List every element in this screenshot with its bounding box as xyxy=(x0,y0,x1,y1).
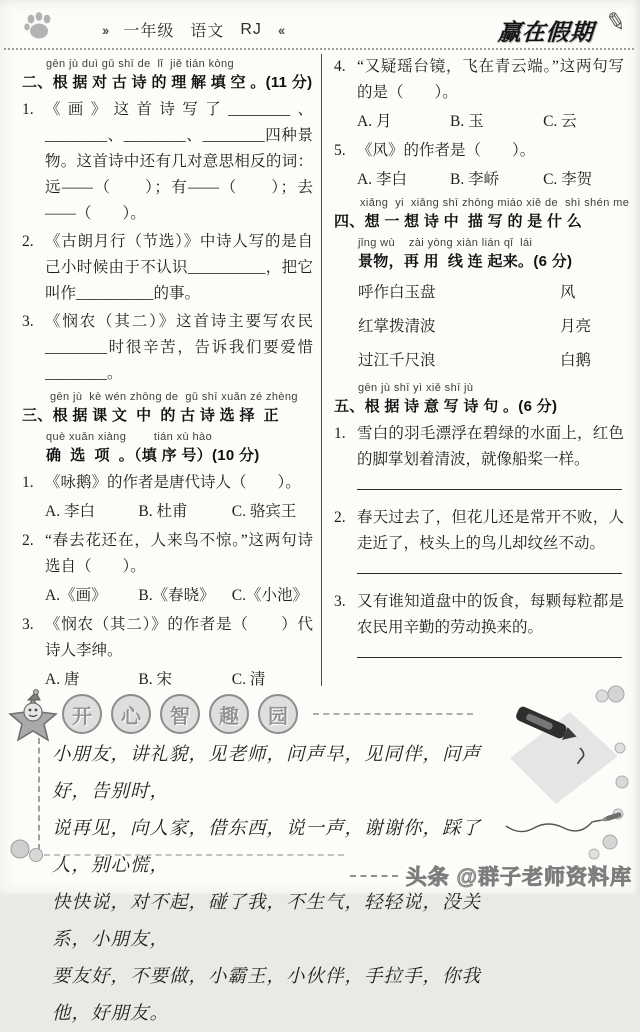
pinyin-line: gēn jù kè wén zhōng de gǔ shī xuǎn zé zhèng xyxy=(50,391,298,403)
pencil-mascot-icon: ✎ xyxy=(603,6,629,38)
option-b: B. 杜甫 xyxy=(138,503,188,520)
page-title xyxy=(102,18,283,41)
option-a: A. 李白 xyxy=(357,171,407,188)
question-item xyxy=(334,138,624,164)
question-item xyxy=(22,612,313,664)
watermark xyxy=(350,861,632,891)
section4-title-line2: 景物，再 用 线 连 起来。(6 分) xyxy=(358,253,573,270)
question-number: 1. xyxy=(22,474,34,491)
paw-icon xyxy=(22,10,56,42)
question-number: 2. xyxy=(22,233,34,250)
section3-title-line1: 三、根 据 课 文 中 的 古 诗 选 择 正 xyxy=(22,407,279,424)
question-item xyxy=(334,421,624,473)
question-number: 1. xyxy=(22,101,34,118)
question-number: 4. xyxy=(334,58,346,75)
section4-title-line1: 四、想 一 想 诗 中 描 写 的 是 什 么 xyxy=(334,213,583,230)
pinyin-line: què xuǎn xiàng tián xù hào xyxy=(46,431,213,443)
pinyin-line: jǐng wù zài yòng xiàn lián qǐ lái xyxy=(358,237,533,249)
question-item xyxy=(334,589,624,641)
left-column xyxy=(0,54,321,686)
option-c: C. 云 xyxy=(543,113,577,130)
badge-char: 开 xyxy=(62,694,102,734)
left-arrows-icon: ›› xyxy=(102,21,108,38)
pinyin-line: gēn jù duì gǔ shī de lǐ jiě tián kòng xyxy=(46,58,235,70)
question-text: “又疑瑶台镜，飞在青云端。”这两句写的是（ ）。 xyxy=(357,58,624,101)
watermark-text: 头条 @群子老师资料库 xyxy=(405,866,632,889)
question-text: 《悯农（其二）》的作者是（ ）代诗人李绅。 xyxy=(45,616,313,659)
rhyme-line: 要友好，不要做，小霸王，小伙伴，手拉手，你我他，好朋友。 xyxy=(52,966,482,1024)
option-c: C. 骆宾王 xyxy=(231,503,297,520)
question-text: 《古朗月行（节选）》中诗人写的是自己小时候由于不认识__________，把它叫作__________的事。 xyxy=(45,233,313,302)
page-header xyxy=(0,6,640,46)
option-a: A. 唐 xyxy=(45,671,80,688)
question-text: 《咏鹅》的作者是唐代诗人（ ）。 xyxy=(45,474,301,491)
match-left-phrase: 红掌拨清波 xyxy=(358,318,436,335)
answer-line xyxy=(357,488,622,490)
content-columns xyxy=(0,54,640,686)
question-item xyxy=(22,229,313,307)
question-text: 《画》这首诗写了________、________、________、________四种景物。这首诗中还有几对意思相反的词：远——（ ）；有——（ ）；去——（ ）。 xyxy=(45,101,313,222)
question-item xyxy=(334,505,624,557)
section2-title: 二、根 据 对 古 诗 的 理 解 填 空 。(11 分) xyxy=(22,74,313,91)
marker-pen-illustration xyxy=(498,686,634,862)
question-number: 3. xyxy=(22,616,34,633)
option-a: A. 月 xyxy=(357,113,392,130)
match-left-phrase: 呼作白玉盘 xyxy=(358,284,436,301)
option-b: B. 宋 xyxy=(138,671,172,688)
option-b: B. 李峤 xyxy=(450,171,500,188)
dashed-bottom-line xyxy=(44,854,344,856)
question-number: 3. xyxy=(334,593,346,610)
badge-char: 智 xyxy=(160,694,200,734)
option-c: C. 李贺 xyxy=(543,171,593,188)
question-number: 1. xyxy=(334,425,346,442)
right-arrows-icon: ‹‹ xyxy=(277,21,284,38)
dash-line xyxy=(350,875,398,877)
question-text: 《风》的作者是（ ）。 xyxy=(357,142,536,159)
option-c: C. 清 xyxy=(231,671,266,688)
question-text: 《悯农（其二）》这首诗主要写农民________时很辛苦，告诉我们要爱惜________。 xyxy=(45,313,313,382)
option-c: C.《小池》 xyxy=(231,587,308,604)
pinyin-line: gēn jù shī yì xiě shī jù xyxy=(358,382,474,394)
option-a: A.《画》 xyxy=(45,587,107,604)
match-row xyxy=(334,276,624,310)
rhyme-line: 快快说，对不起，碰了我，不生气，轻轻说，没关系，小朋友， xyxy=(52,892,482,950)
match-right-word: 白鹅 xyxy=(560,352,592,369)
grade-label: 一年级 xyxy=(123,23,175,40)
question-number: 5. xyxy=(334,142,346,159)
options-row xyxy=(334,166,624,193)
question-number: 2. xyxy=(22,532,34,549)
rhyme-line: 小朋友，讲礼貌，见老师，问声早，见同伴，问声好，告别时， xyxy=(52,744,482,802)
answer-line xyxy=(357,572,622,574)
match-left-phrase: 过江千尺浪 xyxy=(358,352,436,369)
options-row xyxy=(334,108,624,135)
right-column xyxy=(321,54,640,686)
fun-title-badges xyxy=(62,694,473,734)
brand-logo: 赢在假期 xyxy=(496,19,595,45)
header-divider xyxy=(4,48,634,50)
match-right-word: 月亮 xyxy=(560,318,592,335)
badge-char: 园 xyxy=(258,694,298,734)
section5-title: 五、根 据 诗 意 写 诗 句 。(6 分) xyxy=(334,398,558,415)
answer-line xyxy=(357,656,622,658)
question-number: 2. xyxy=(334,509,346,526)
edition-label: RJ xyxy=(240,20,262,38)
rhyme-line: 说再见，向人家，借东西，说一声，谢谢你，踩了人，别心慌， xyxy=(52,818,482,876)
question-text: “春去花还在，人来鸟不惊。”这两句诗选自（ ）。 xyxy=(45,532,313,575)
option-b: B.《春晓》 xyxy=(138,587,215,604)
question-item xyxy=(22,470,313,496)
question-item xyxy=(334,54,624,106)
match-row xyxy=(334,310,624,344)
question-text: 又有谁知道盘中的饭食，每颗每粒都是农民用辛勤的劳动换来的。 xyxy=(357,593,624,636)
question-number: 3. xyxy=(22,313,34,330)
dashed-left-border xyxy=(38,738,40,850)
badge-char: 心 xyxy=(111,694,151,734)
question-item xyxy=(22,528,313,580)
option-a: A. 李白 xyxy=(45,503,95,520)
options-row xyxy=(22,582,313,609)
question-text: 雪白的羽毛漂浮在碧绿的水面上，红色的脚掌划着清波，就像船桨一样。 xyxy=(357,425,624,468)
section3-title-line2: 确 选 项 。（填 序 号）(10 分) xyxy=(46,447,260,464)
question-item xyxy=(22,309,313,387)
dash-line xyxy=(313,713,473,715)
subject-label: 语文 xyxy=(190,23,225,40)
match-row xyxy=(334,344,624,378)
badge-char: 趣 xyxy=(209,694,249,734)
flower-doodle-icon xyxy=(6,838,56,864)
option-b: B. 玉 xyxy=(450,113,484,130)
pinyin-line: xiǎng yi xiǎng shī zhōng miáo xiě de shì shén me xyxy=(360,197,630,209)
options-row xyxy=(22,498,313,525)
match-right-word: 风 xyxy=(560,284,576,301)
question-text: 春天过去了，但花儿还是常开不败，人走近了，枝头上的鸟儿却纹丝不动。 xyxy=(357,509,624,552)
question-item xyxy=(22,97,313,227)
